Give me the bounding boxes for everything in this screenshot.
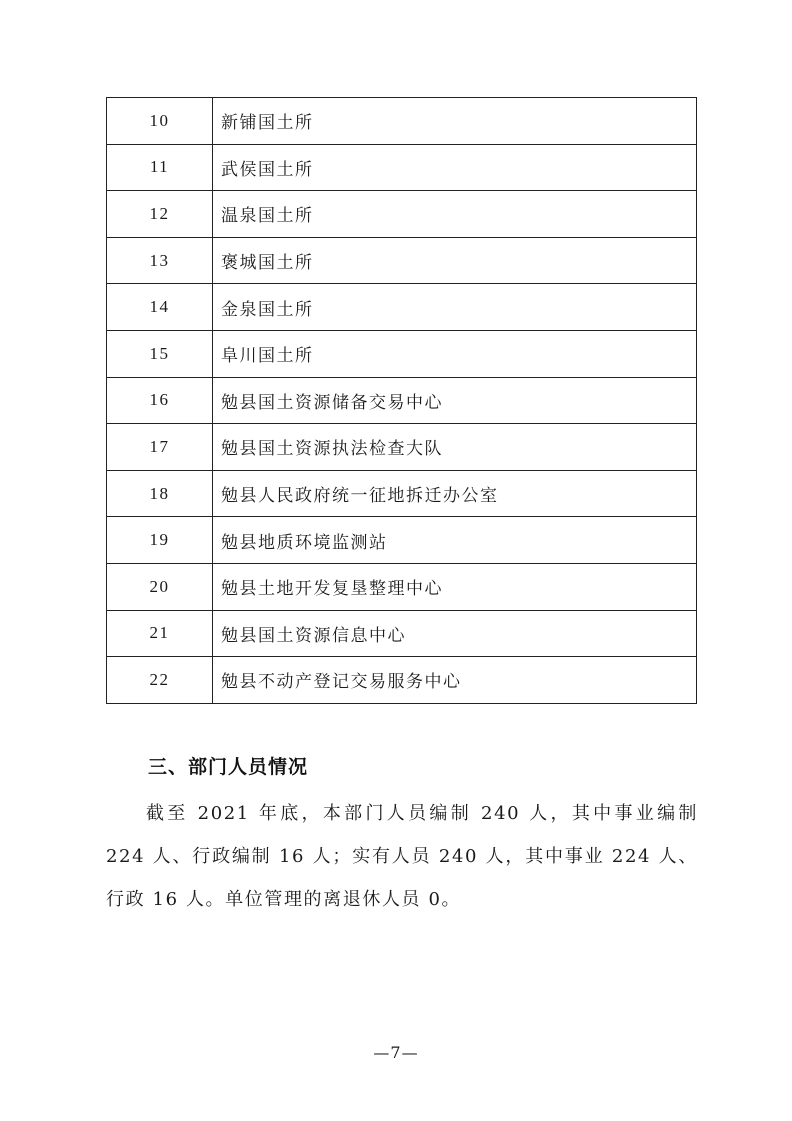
row-number: 15 — [107, 330, 213, 377]
unit-name: 勉县不动产登记交易服务中心 — [213, 657, 697, 704]
table-row — [107, 330, 697, 377]
row-number: 16 — [107, 377, 213, 424]
table-row — [107, 517, 697, 564]
unit-name: 勉县国土资源储备交易中心 — [213, 377, 697, 424]
row-number: 13 — [107, 237, 213, 284]
unit-name: 褒城国土所 — [213, 237, 697, 284]
table-row — [107, 284, 697, 331]
unit-name: 武侯国土所 — [213, 144, 697, 191]
table-row — [107, 424, 697, 471]
unit-list-table — [106, 97, 697, 704]
row-number: 14 — [107, 284, 213, 331]
row-number: 12 — [107, 191, 213, 238]
table-row — [107, 237, 697, 284]
table-row — [107, 191, 697, 238]
table-row — [107, 610, 697, 657]
unit-name: 阜川国土所 — [213, 330, 697, 377]
unit-name: 勉县国土资源执法检查大队 — [213, 424, 697, 471]
unit-name: 勉县国土资源信息中心 — [213, 610, 697, 657]
unit-name: 勉县人民政府统一征地拆迁办公室 — [213, 470, 697, 517]
row-number: 11 — [107, 144, 213, 191]
staffing-paragraph: 截至 2021 年底，本部门人员编制 240 人，其中事业编制 224 人、行政编制 16 人；实有人员 240 人，其中事业 224 人、行政 16 人。单位管理的离退休人员 0。 — [106, 803, 698, 910]
row-number: 20 — [107, 563, 213, 610]
unit-name: 金泉国土所 — [213, 284, 697, 331]
table-row — [107, 563, 697, 610]
unit-name: 勉县土地开发复垦整理中心 — [213, 563, 697, 610]
unit-list-body — [107, 98, 697, 704]
table-row — [107, 377, 697, 424]
table-row — [107, 470, 697, 517]
row-number: 18 — [107, 470, 213, 517]
row-number: 19 — [107, 517, 213, 564]
unit-name: 新铺国土所 — [213, 98, 697, 145]
unit-name: 温泉国土所 — [213, 191, 697, 238]
section-heading: 三、部门人员情况 — [148, 756, 309, 778]
table-row — [107, 657, 697, 704]
table-row — [107, 98, 697, 145]
row-number: 21 — [107, 610, 213, 657]
table-row — [107, 144, 697, 191]
unit-name: 勉县地质环境监测站 — [213, 517, 697, 564]
row-number: 22 — [107, 657, 213, 704]
page-number: —7— — [373, 1043, 419, 1062]
row-number: 17 — [107, 424, 213, 471]
row-number: 10 — [107, 98, 213, 145]
